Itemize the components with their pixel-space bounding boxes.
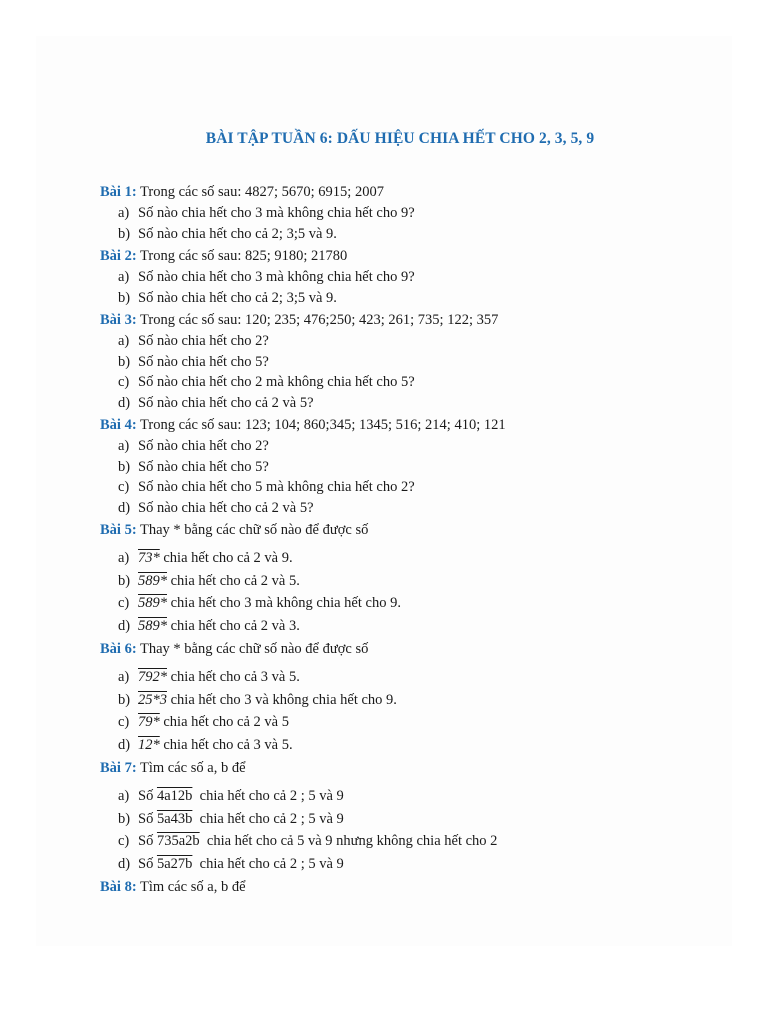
- sub-question-marker: b): [118, 458, 131, 475]
- sub-question-marker: c): [118, 833, 130, 849]
- sub-question: [118, 224, 700, 245]
- sub-question-text: Số: [138, 833, 157, 849]
- overlined-number: 589*: [138, 617, 167, 634]
- sub-question-marker: a): [118, 669, 130, 685]
- sub-question-marker: c): [118, 714, 130, 730]
- sub-question-marker: a): [118, 269, 130, 285]
- sub-question: [118, 711, 700, 734]
- sub-question: [118, 477, 700, 498]
- sub-question: [118, 547, 700, 570]
- sub-question-list: [118, 331, 700, 413]
- overlined-number: 12*: [138, 736, 160, 753]
- problem-7: [100, 758, 700, 875]
- sub-question-list: [118, 547, 700, 637]
- sub-question-text: Số nào chia hết cho 2?: [138, 333, 269, 349]
- sub-question-marker: d): [118, 394, 131, 411]
- problem-label: Bài 4:: [100, 417, 137, 433]
- sub-question: [118, 352, 700, 373]
- sub-question-list: [118, 267, 700, 308]
- overlined-number: 73*: [138, 550, 160, 566]
- sub-question-marker: c): [118, 374, 130, 390]
- overlined-number: 589*: [138, 572, 167, 589]
- sub-question-text: Số nào chia hết cho 3 mà không chia hết cho 9?: [138, 269, 415, 285]
- document-page: [36, 36, 732, 946]
- sub-question-marker: a): [118, 438, 130, 454]
- sub-question-text: Số nào chia hết cho cả 2 và 5?: [138, 394, 314, 411]
- problem-label: Bài 6:: [100, 641, 137, 657]
- sub-question-marker: d): [118, 855, 131, 872]
- sub-question-text: Số nào chia hết cho 5?: [138, 353, 269, 370]
- sub-question-text: Số nào chia hết cho 3 mà không chia hết cho 9?: [138, 205, 415, 221]
- page-title: BÀI TẬP TUẦN 6: DẤU HIỆU CHIA HẾT CHO 2, 3, 5, 9: [205, 130, 595, 147]
- problem-heading: [100, 310, 700, 331]
- sub-question-text: Số nào chia hết cho cả 2; 3;5 và 9.: [138, 289, 337, 306]
- sub-question-condition: chia hết cho cả 2 và 5.: [167, 572, 300, 589]
- problem-statement: Trong các số sau: 123; 104; 860;345; 1345; 516; 214; 410; 121: [136, 417, 506, 433]
- sub-question-list: [118, 666, 700, 756]
- sub-question-marker: c): [118, 595, 130, 611]
- sub-question: [118, 830, 700, 853]
- sub-question-text: Số nào chia hết cho cả 2; 3;5 và 9.: [138, 225, 337, 242]
- sub-question-condition: chia hết cho cả 3 và 5.: [167, 669, 300, 685]
- sub-question: [118, 267, 700, 288]
- problem-statement: Thay * bằng các chữ số nào để được số: [136, 522, 369, 538]
- sub-question: [118, 498, 700, 519]
- sub-question-text: Số nào chia hết cho cả 2 và 5?: [138, 499, 314, 516]
- problem-label: Bài 8:: [100, 879, 137, 895]
- sub-question-condition: chia hết cho cả 2 và 5: [159, 714, 289, 730]
- problem-2: [100, 246, 700, 308]
- overlined-number: 589*: [138, 595, 167, 611]
- sub-question-condition: chia hết cho 3 mà không chia hết cho 9.: [167, 595, 401, 611]
- problem-4: [100, 415, 700, 518]
- problem-heading: [100, 182, 700, 203]
- sub-question: [118, 372, 700, 393]
- problem-list: [100, 182, 700, 898]
- problem-label: Bài 1:: [100, 184, 137, 200]
- sub-question-marker: a): [118, 205, 130, 221]
- sub-question-condition: chia hết cho cả 5 và 9 nhưng không chia hết cho 2: [199, 833, 498, 849]
- problem-statement: Trong các số sau: 825; 9180; 21780: [136, 248, 348, 264]
- problem-label: Bài 3:: [100, 312, 137, 328]
- sub-question: [118, 666, 700, 689]
- sub-question-condition: chia hết cho 3 và không chia hết cho 9.: [167, 691, 397, 708]
- problem-6: [100, 639, 700, 756]
- sub-question-condition: chia hết cho cả 3 và 5.: [159, 736, 293, 753]
- sub-question-marker: b): [118, 810, 131, 827]
- problem-label: Bài 2:: [100, 248, 137, 264]
- overlined-number: 79*: [138, 714, 160, 730]
- problem-8: [100, 877, 700, 898]
- overlined-number: 4a12b: [156, 788, 193, 804]
- document-content: [100, 130, 700, 898]
- overlined-number: 25*3: [138, 691, 167, 708]
- overlined-number: 5a27b: [156, 855, 193, 872]
- overlined-number: 792*: [138, 669, 167, 685]
- sub-question: [118, 457, 700, 478]
- problem-heading: [100, 758, 700, 779]
- problem-heading: [100, 415, 700, 436]
- sub-question-marker: d): [118, 617, 131, 634]
- sub-question: [118, 689, 700, 712]
- sub-question: [118, 615, 700, 638]
- sub-question-list: [118, 436, 700, 518]
- sub-question-marker: d): [118, 499, 131, 516]
- sub-question-marker: b): [118, 289, 131, 306]
- sub-question-marker: b): [118, 353, 131, 370]
- sub-question: [118, 436, 700, 457]
- sub-question-marker: b): [118, 691, 131, 708]
- sub-question: [118, 853, 700, 876]
- problem-statement: Thay * bằng các chữ số nào để được số: [136, 641, 369, 657]
- overlined-number: 735a2b: [156, 833, 200, 849]
- sub-question: [118, 331, 700, 352]
- problem-statement: Trong các số sau: 4827; 5670; 6915; 2007: [136, 184, 384, 200]
- problem-heading: [100, 246, 700, 267]
- sub-question: [118, 288, 700, 309]
- sub-question: [118, 785, 700, 808]
- sub-question: [118, 393, 700, 414]
- sub-question-condition: chia hết cho cả 2 ; 5 và 9: [192, 788, 344, 804]
- problem-statement: Tìm các số a, b để: [136, 760, 246, 776]
- sub-question-text: Số nào chia hết cho 5 mà không chia hết cho 2?: [138, 479, 415, 495]
- sub-question-marker: a): [118, 550, 130, 566]
- overlined-number: 5a43b: [156, 810, 193, 827]
- problem-heading: [100, 639, 700, 660]
- sub-question-marker: a): [118, 333, 130, 349]
- problem-heading: [100, 877, 700, 898]
- sub-question-marker: c): [118, 479, 130, 495]
- problem-label: Bài 5:: [100, 522, 137, 538]
- sub-question-text: Số nào chia hết cho 5?: [138, 458, 269, 475]
- sub-question-condition: chia hết cho cả 2 ; 5 và 9: [192, 810, 344, 827]
- sub-question: [118, 203, 700, 224]
- problem-1: [100, 182, 700, 244]
- sub-question-condition: chia hết cho cả 2 và 3.: [167, 617, 300, 634]
- problem-statement: Tìm các số a, b để: [136, 879, 246, 895]
- sub-question-marker: b): [118, 572, 131, 589]
- sub-question: [118, 570, 700, 593]
- sub-question-condition: chia hết cho cả 2 ; 5 và 9: [192, 855, 344, 872]
- problem-statement: Trong các số sau: 120; 235; 476;250; 423; 261; 735; 122; 357: [136, 312, 499, 328]
- sub-question-condition: chia hết cho cả 2 và 9.: [159, 550, 293, 566]
- problem-3: [100, 310, 700, 413]
- sub-question-text: Số: [138, 788, 157, 804]
- sub-question-marker: a): [118, 788, 130, 804]
- sub-question: [118, 592, 700, 615]
- problem-5: [100, 520, 700, 637]
- problem-heading: [100, 520, 700, 541]
- sub-question-text: Số: [138, 810, 157, 827]
- sub-question-text: Số: [138, 855, 157, 872]
- sub-question: [118, 734, 700, 757]
- sub-question-list: [118, 203, 700, 244]
- problem-label: Bài 7:: [100, 760, 137, 776]
- sub-question-list: [118, 785, 700, 875]
- sub-question-marker: d): [118, 736, 131, 753]
- sub-question-text: Số nào chia hết cho 2?: [138, 438, 269, 454]
- sub-question-text: Số nào chia hết cho 2 mà không chia hết cho 5?: [138, 374, 415, 390]
- sub-question-marker: b): [118, 225, 131, 242]
- sub-question: [118, 808, 700, 831]
